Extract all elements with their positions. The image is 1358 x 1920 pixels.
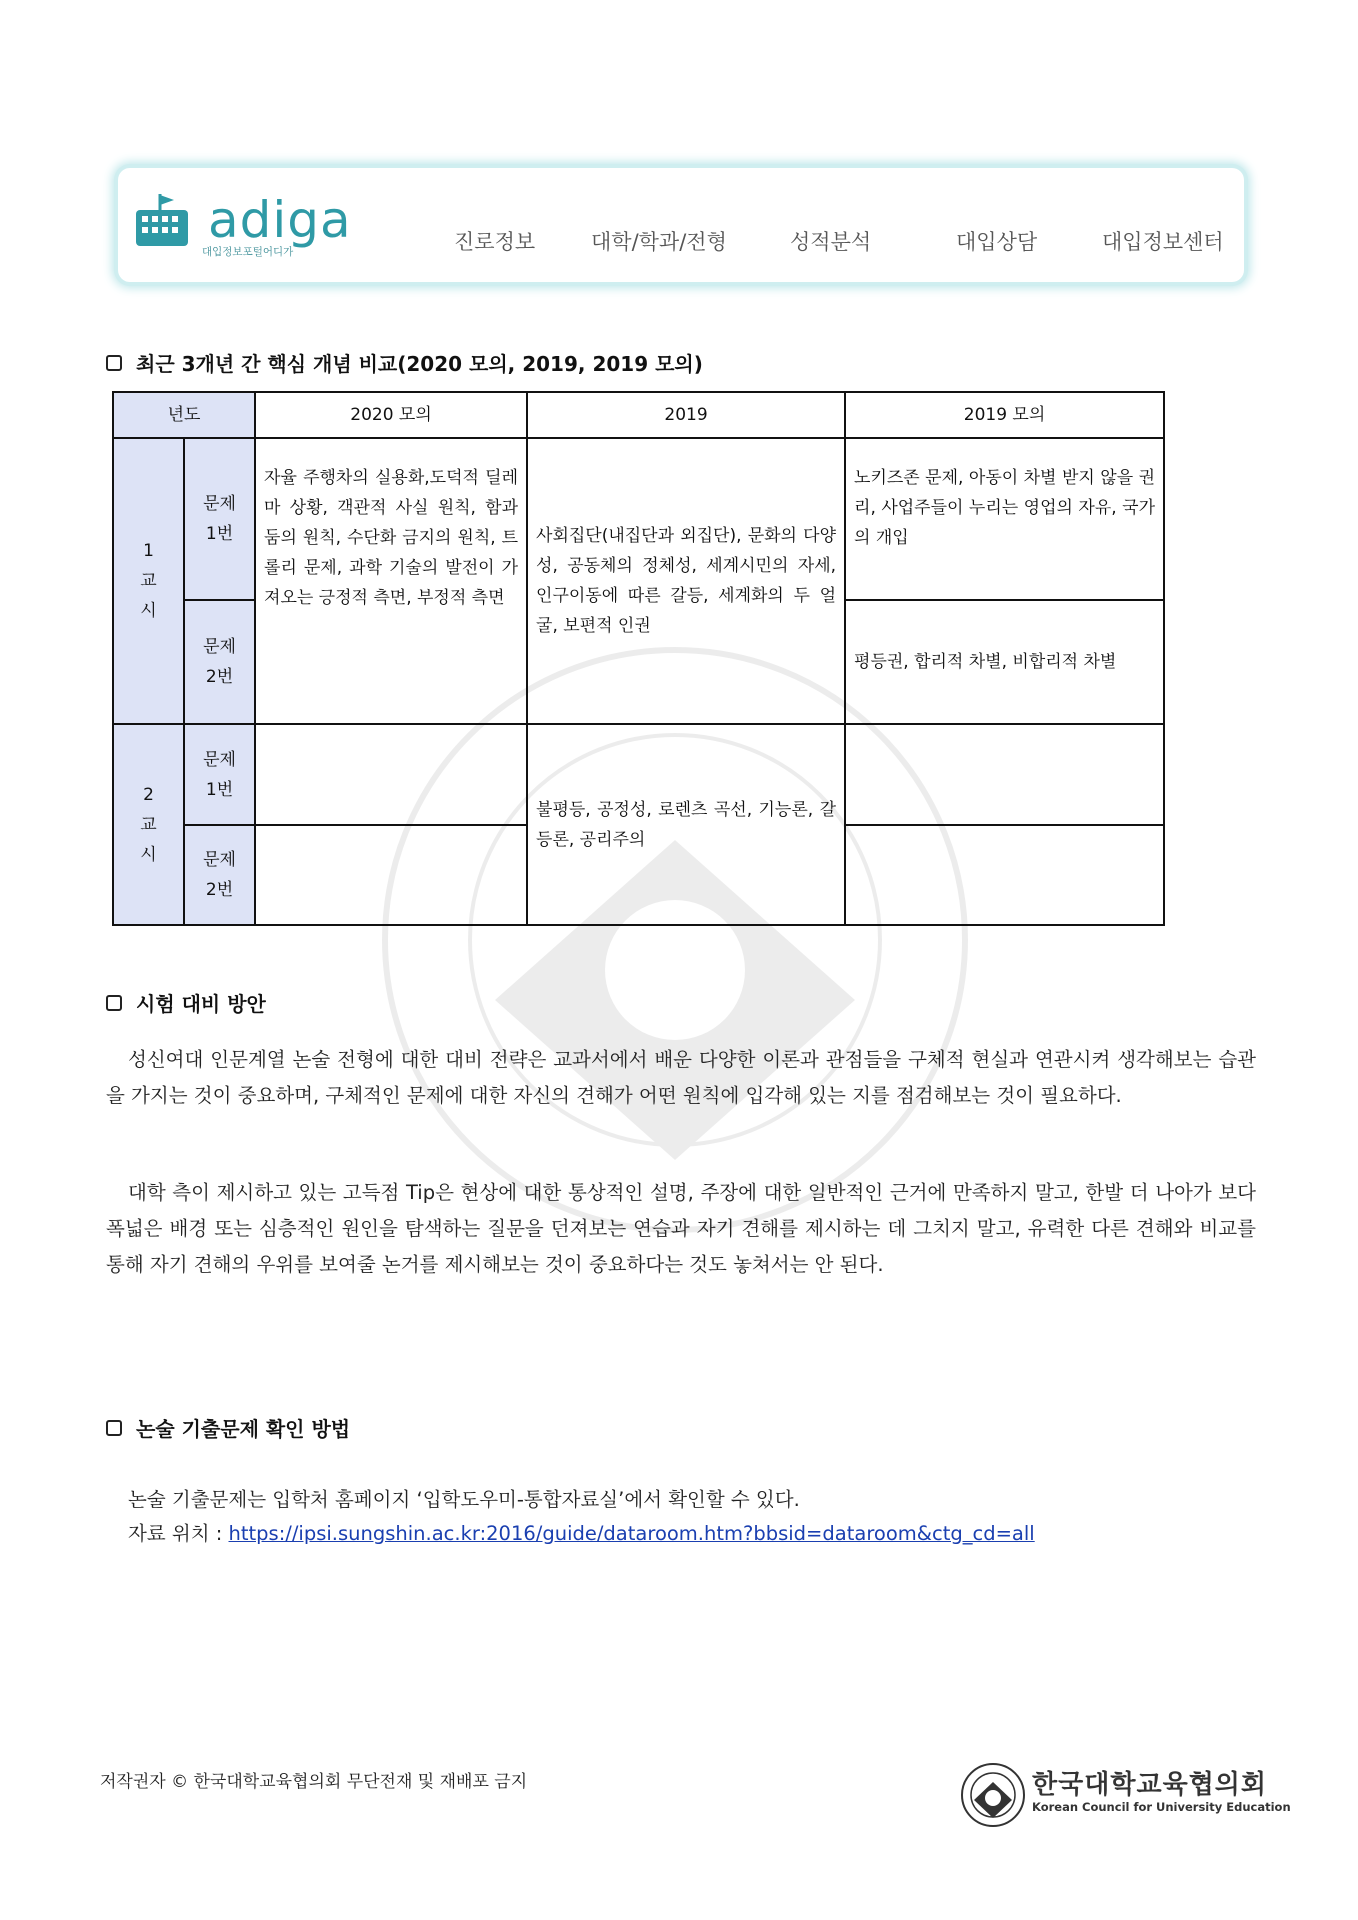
data-location-label: 자료 위치 :	[128, 1522, 229, 1545]
question-1-label: 문제 1번	[184, 724, 255, 825]
nav-grade-analysis[interactable]: 성적분석	[790, 230, 872, 254]
comparison-table	[112, 391, 1165, 926]
header-col2: 2019	[527, 392, 845, 438]
cell-p1-q1-col3: 노키즈존 문제, 아동이 차별 받지 않을 권리, 사업주들이 누리는 영업의 자유, 국가의 개입	[845, 438, 1164, 600]
past-questions-text: 논술 기출문제는 입학처 홈페이지 ‘입학도우미-통합자료실’에서 확인할 수 있다.	[128, 1488, 800, 1511]
question-2-label: 문제 2번	[184, 825, 255, 925]
building-icon	[132, 192, 194, 252]
kcue-seal-icon	[960, 1762, 1026, 1828]
org-name-english: Korean Council for University Education	[1032, 1800, 1291, 1814]
cell-p2-q1-col3	[845, 724, 1164, 825]
table-row	[113, 438, 1164, 600]
cell-p2-q1-col1	[255, 724, 527, 825]
logo-subtitle: 대입정보포털어디가	[202, 246, 294, 258]
period-2-label: 2 교 시	[113, 724, 184, 925]
checkbox-icon	[106, 995, 122, 1011]
cell-p1-col1: 자율 주행차의 실용화,도덕적 딜레마 상황, 객관적 사실 원칙, 함과 둠의 원칙, 수단화 금지의 원칙, 트롤리 문제, 과학 기술의 발전이 가져오는 긍정적 측면, 부정적 측면	[255, 438, 527, 724]
header-banner	[118, 168, 1244, 282]
checkbox-icon	[106, 1420, 122, 1436]
copyright-text: 저작권자 © 한국대학교육협의회 무단전재 및 재배포 금지	[100, 1772, 528, 1792]
nav-admission-counseling[interactable]: 대입상담	[956, 230, 1038, 254]
nav-career-info[interactable]: 진로정보	[454, 230, 536, 254]
cell-p1-q2-col3: 평등권, 합리적 차별, 비합리적 차별	[845, 600, 1164, 724]
cell-p1-col2: 사회집단(내집단과 외집단), 문화의 다양성, 공동체의 정체성, 세계시민의 자세, 인구이동에 따른 갈등, 세계화의 두 얼굴, 보편적 인권	[527, 438, 845, 724]
dataroom-link[interactable]: https://ipsi.sungshin.ac.kr:2016/guide/dataroom.htm?bbsid=dataroom&ctg_cd=all	[228, 1522, 1035, 1545]
logo-wordmark: adiga	[208, 191, 352, 249]
table-row	[113, 724, 1164, 825]
header-year: 년도	[113, 392, 255, 438]
cell-p2-col2: 불평등, 공정성, 로렌츠 곡선, 기능론, 갈등론, 공리주의	[527, 724, 845, 925]
section-title-text: 시험 대비 방안	[136, 992, 266, 1016]
data-location-line	[128, 1518, 1035, 1546]
exam-prep-paragraph-2: 대학 측이 제시하고 있는 고득점 Tip은 현상에 대한 통상적인 설명, 주장에 대한 일반적인 근거에 만족하지 말고, 한발 더 나아가 보다 폭넓은 배경 또는 심층적인 원인을 탐색하는 질문을 던져보는 연습과 자기 견해를 제시하는 데 그치지 말고, 유력한 다른 견해와 비교를 통해 자기 견해의 우위를 보여줄 논거를 제시해보는 것이 중요하다는 것도 놓쳐서는 안 된다.	[106, 1181, 1256, 1276]
header-col1: 2020 모의	[255, 392, 527, 438]
question-1-label: 문제 1번	[184, 438, 255, 600]
section-title-exam-prep	[106, 988, 266, 1017]
adiga-logo[interactable]	[132, 192, 372, 258]
kcue-logo	[960, 1762, 1291, 1832]
nav-university-department[interactable]: 대학/학과/전형	[591, 230, 727, 254]
section-title-text: 논술 기출문제 확인 방법	[136, 1417, 351, 1441]
cell-p2-q2-col3	[845, 825, 1164, 925]
checkbox-icon	[106, 355, 122, 371]
nav-admission-info-center[interactable]: 대입정보센터	[1102, 230, 1224, 254]
section-title-text: 최근 3개년 간 핵심 개념 비교(2020 모의, 2019, 2019 모의)	[136, 352, 703, 376]
exam-prep-paragraph-1: 성신여대 인문계열 논술 전형에 대한 대비 전략은 교과서에서 배운 다양한 이론과 관점들을 구체적 현실과 연관시켜 생각해보는 습관을 가지는 것이 중요하며, 구체적인 문제에 대한 자신의 견해가 어떤 원칙에 입각해 있는 지를 점검해보는 것이 필요하다.	[106, 1048, 1256, 1107]
period-1-label: 1 교 시	[113, 438, 184, 724]
cell-p2-q2-col1	[255, 825, 527, 925]
org-name-korean: 한국대학교육협의회	[1032, 1770, 1268, 1800]
section-title-past-questions	[106, 1413, 350, 1442]
question-2-label: 문제 2번	[184, 600, 255, 724]
section-title-comparison	[106, 348, 703, 377]
table-header-row	[113, 392, 1164, 438]
header-col3: 2019 모의	[845, 392, 1164, 438]
